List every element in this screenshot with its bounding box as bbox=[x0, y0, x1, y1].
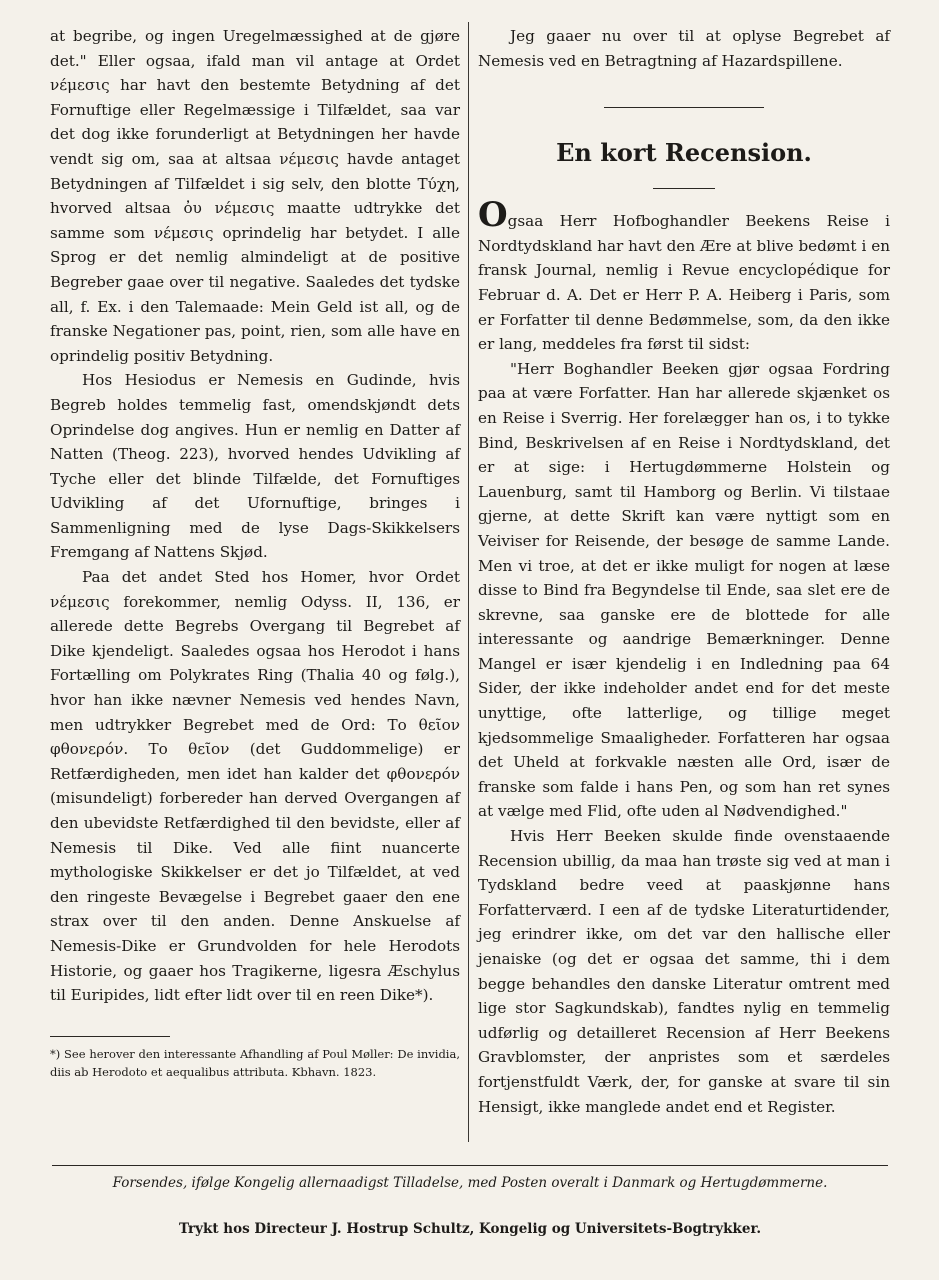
footnote-divider bbox=[50, 1036, 170, 1037]
heading-underline bbox=[653, 188, 715, 189]
footer-distribution-note: Forsendes, ifølge Kongelig allernaadigst Tilladelse, med Posten overalt i Danmark og Hertugdømmerne. bbox=[112, 1175, 828, 1191]
section-heading: En kort Recension. bbox=[556, 138, 812, 168]
review-quote: "Herr Boghandler Beeken gjør ogsaa Fordring paa at være Forfatter. Han har allerede skjænket os en Reise i Sverrig. Her forelægger han os, i to tykke Bind, Beskrivelsen af en Reise i Nordtydskland, det er at sige: i Hertugdømmerne Holstein og Lauenburg, samt til Hamborg og Berlin. Vi tilstaae gjerne, at dette Skrift kan være nyttigt som en Veiviser for Reisende, der besøge de samme Lande. Men vi troe, at det er ikke muligt for nogen at læse disse to Bind fra Begyndelse til Ende, saa slet ere de skrevne, saa ganske ere de blottede for alle interessante og aandrige Bemærkninger. Denne Mangel er især kjendelig i en Indledning paa 64 Sider, der ikke indeholder andet end for det meste unyttige, ofte latterlige, og tillige meget kjedsommelige Smaaligheder. Forfatteren har ogsaa det Uheld at forkvakle næsten alle Ord, især de franske som falde i hans Pen, og som han ret synes at vælge med Flid, ofte uden al Nødvendighed." bbox=[478, 359, 890, 821]
right-paragraph-4: Hvis Herr Beeken skulde finde ovenstaaende Recension ubillig, da maa han trøste sig ved at man i Tydskland bedre veed at paaskjønne hans Forfatterværd. I een af de tydske Literaturtidender, jeg erindrer ikke, om det var den hallische eller jenaiske (og det er ogsaa det samme, thi i dem begge behandles den danske Literatur omtrent med lige stor Sagkundskab), fandtes nylig en temmelig udførlig og detailleret Recension af Herr Beekens Gravblomster, der anpristes som et særdeles fortjenstfuldt Værk, der, for ganske at svare til sin Hensigt, ikke manglede andet end et Register. bbox=[478, 827, 890, 1116]
right-column bbox=[478, 24, 890, 1119]
section-divider bbox=[604, 107, 764, 108]
footer-divider bbox=[52, 1165, 888, 1166]
footnote: *) See herover den interessante Afhandling af Poul Møller: De invidia, diis ab Herodoto et aequalibus attributa. Kbhavn. 1823. bbox=[50, 1046, 460, 1079]
right-paragraph-2-text: gsaa Herr Hofboghandler Beekens Reise i Nordtydskland har havt den Ære at blive bedømt i en fransk Journal, nemlig i Revue encyclopédique for Februar d. A. Det er Herr P. A. Heiberg i Paris, som er Forfatter til denne Bedømmelse, som, da den ikke er lang, meddeles fra først til sidst: bbox=[478, 212, 890, 354]
drop-cap: O bbox=[478, 195, 508, 236]
right-paragraph-1: Jeg gaaer nu over til at oplyse Begrebet af Nemesis ved en Betragtning af Hazardspillene. bbox=[478, 27, 890, 70]
right-paragraph-2 bbox=[478, 195, 890, 357]
left-paragraph-3: Paa det andet Sted hos Homer, hvor Ordet νέμεσις forekommer, nemlig Odyss. II, 136, er allerede dette Begrebs Overgang til Begrebet af Dike kjendeligt. Saaledes ogsaa hos Herodot i hans Fortælling om Polykrates Ring (Thalia 40 og følg.), hvor han ikke nævner Nemesis ved hendes Navn, men udtrykker Begrebet med de Ord: Το θεῖον φθονερόν. Το θεῖον (det Guddommelige) er Retfærdigheden, men idet han kalder det φθονερόν (misundeligt) forbereder han derved Overgangen af den ubevidste Retfærdighed til den bevidste, eller af Nemesis til Dike. Ved alle fiint nuancerte mythologiske Skikkelser er det jo Tilfældet, at ved den ringeste Bevægelse i Begrebet gaaer den ene strax over til den anden. Denne Anskuelse af Nemesis-Dike er Grundvolden for hele Herodots Historie, og gaaer hos Tragikerne, ligesra Æschylus til Euripides, lidt efter lidt over til en reen Dike*). bbox=[50, 568, 460, 1005]
left-paragraph-1: at begribe, og ingen Uregelmæssighed at de gjøre det." Eller ogsaa, ifald man vil antage at Ordet νέμεσις har havt den bestemte Betydning af det Fornuftige eller Regelmæssige i Tilfældet, saa var det dog ikke forunderligt at Betydningen her havde vendt sig om, saa at altsaa νέμεσις havde antaget Betydningen af Tilfældet i sig selv, den blotte Τύχη, hvorved altsaa ὀυ νέμεσις maatte udtrykke det samme som νέμεσις oprindelig har betydet. I alle Sprog er det nemlig almindeligt at de positive Begreber gaae over til negative. Saaledes det tydske all, f. Ex. i den Talemaade: Mein Geld ist all, og de franske Negationer pas, point, rien, som alle have en oprindelig positiv Betydning. bbox=[50, 27, 460, 365]
column-divider bbox=[468, 22, 469, 1142]
footer-printer-imprint: Trykt hos Directeur J. Hostrup Schultz, Kongelig og Universitets-Bogtrykker. bbox=[178, 1221, 762, 1237]
left-column bbox=[50, 24, 460, 1081]
left-paragraph-2: Hos Hesiodus er Nemesis en Gudinde, hvis Begreb holdes temmelig fast, omendskjøndt dets Oprindelse dog angives. Hun er nemlig en Datter af Natten (Theog. 223), hvorved hendes Udvikling af Tyche eller det blinde Tilfælde, det Fornuftiges Udvikling af det Ufornuftige, bringes i Sammenligning med de lyse Dags-Skikkelsers Fremgang af Nattens Skjød. bbox=[50, 371, 460, 562]
